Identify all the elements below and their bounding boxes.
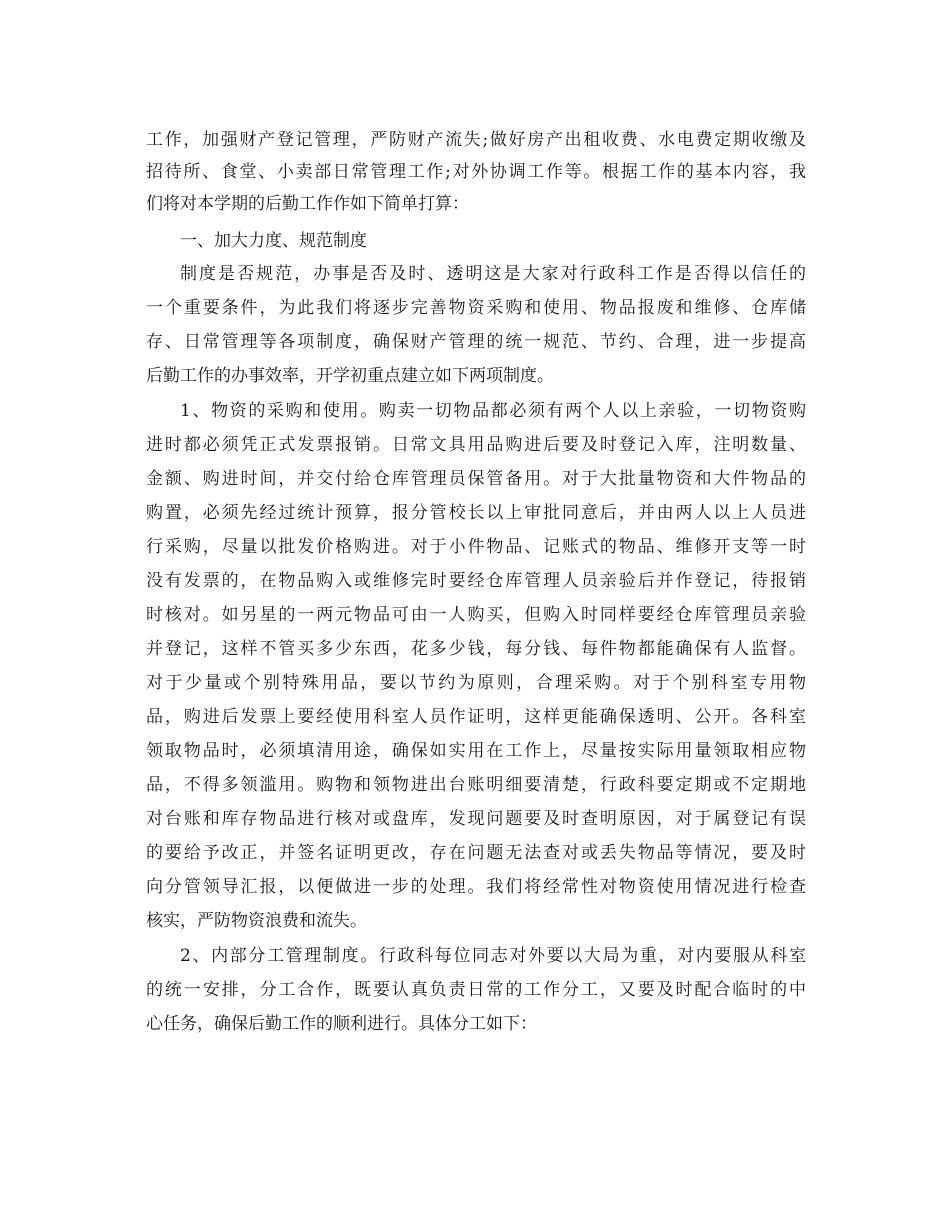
text-line-19: 领取物品时，必须填清用途，确保如实用在工作上，尽量按实际用量领取相应物 xyxy=(146,741,806,761)
text-line-3: 们将对本学期的后勤工作作如下简单打算： xyxy=(146,194,469,214)
text-line-18: 品，购进后发票上要经使用科室人员作证明，这样更能确保透明、公开。各科室 xyxy=(146,707,806,727)
text-line-14: 没有发票的，在物品购入或维修完时要经仓库管理人员亲验后并作登记，待报销 xyxy=(146,571,806,591)
text-line-22: 的要给予改正，并签名证明更改，存在问题无法查对或丢失物品等情况，要及时 xyxy=(146,843,806,863)
section-heading-1: 一、加大力度、规范制度 xyxy=(180,231,367,251)
text-line-13: 行采购，尽量以批发价格购进。对于小件物品、记账式的物品、维修开支等一时 xyxy=(146,537,806,557)
text-line-7: 存、日常管理等各项制度，确保财产管理的统一规范、节约、合理，进一步提高 xyxy=(146,332,806,352)
text-line-5: 制度是否规范，办事是否及时、透明这是大家对行政科工作是否得以信任的 xyxy=(180,264,806,284)
text-line-11: 金额、购进时间，并交付给仓库管理员保管备用。对于大批量物资和大件物品的 xyxy=(146,469,806,489)
text-line-12: 购置，必须先经过统计预算，报分管校长以上审批同意后，并由两人以上人员进 xyxy=(146,503,806,523)
text-line-2: 招待所、食堂、小卖部日常管理工作;对外协调工作等。根据工作的基本内容，我 xyxy=(146,162,806,182)
text-line-15: 时核对。如另星的一两元物品可由一人购买，但购入时同样要经仓库管理员亲验 xyxy=(146,605,806,625)
text-line-26: 的统一安排，分工合作，既要认真负责日常的工作分工，又要及时配合临时的中 xyxy=(146,980,806,1000)
text-line-1: 工作，加强财产登记管理，严防财产流失;做好房产出租收费、水电费定期收缴及 xyxy=(146,130,806,150)
text-line-27: 心任务，确保后勤工作的顺利进行。具体分工如下： xyxy=(146,1014,537,1034)
text-line-6: 一个重要条件，为此我们将逐步完善物资采购和使用、物品报废和维修、仓库储 xyxy=(146,298,806,318)
text-line-25: 2、内部分工管理制度。行政科每位同志对外要以大局为重，对内要服从科室 xyxy=(180,946,806,966)
text-line-10: 进时都必须凭正式发票报销。日常文具用品购进后要及时登记入库，注明数量、 xyxy=(146,435,806,455)
text-line-9: 1、物资的采购和使用。购卖一切物品都必须有两个人以上亲验，一切物资购 xyxy=(180,401,806,421)
text-line-8: 后勤工作的办事效率，开学初重点建立如下两项制度。 xyxy=(146,366,554,386)
text-line-16: 并登记，这样不管买多少东西，花多少钱，每分钱、每件物都能确保有人监督。 xyxy=(146,639,806,659)
text-line-24: 核实，严防物资浪费和流失。 xyxy=(146,911,367,931)
text-line-17: 对于少量或个别特殊用品，要以节约为原则，合理采购。对于个别科室专用物 xyxy=(146,673,806,693)
text-line-21: 对台账和库存物品进行核对或盘库，发现问题要及时查明原因，对于属登记有误 xyxy=(146,809,806,829)
text-line-20: 品，不得多领滥用。购物和领物进出台账明细要清楚，行政科要定期或不定期地 xyxy=(146,775,806,795)
text-line-23: 向分管领导汇报，以便做进一步的处理。我们将经常性对物资使用情况进行检查 xyxy=(146,877,806,897)
